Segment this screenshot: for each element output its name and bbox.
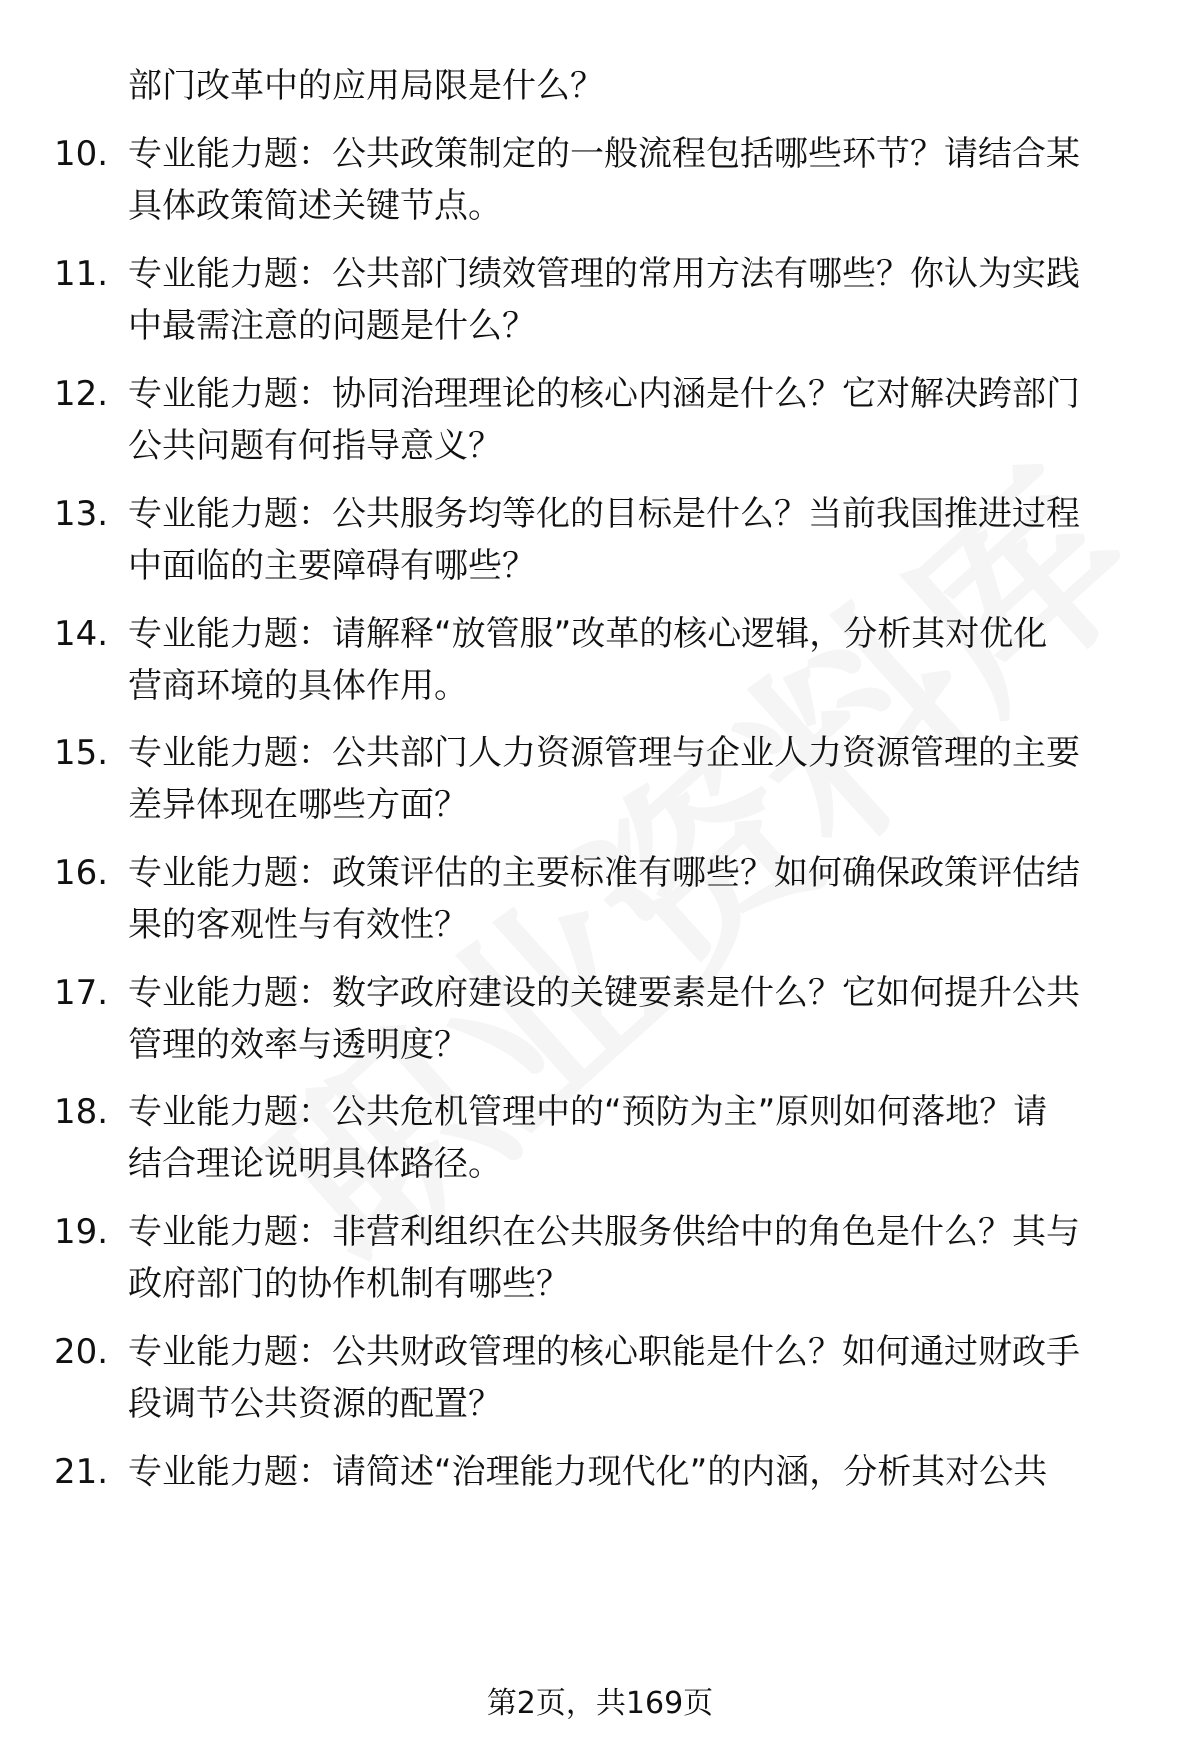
question-text-line: 营商环境的具体作用。 bbox=[128, 666, 468, 706]
question-text-line: 专业能力题：请简述“治理能力现代化”的内涵，分析其对公共 bbox=[128, 1452, 1048, 1492]
question-text-line: 具体政策简述关键节点。 bbox=[128, 186, 502, 226]
question-number: 12. bbox=[54, 374, 109, 414]
question-text-line: 果的客观性与有效性？ bbox=[128, 905, 468, 945]
question-text-line: 专业能力题：请解释“放管服”改革的核心逻辑，分析其对优化 bbox=[128, 614, 1048, 654]
list-item bbox=[0, 608, 1200, 716]
page-footer: 第2页，共169页 bbox=[486, 1686, 714, 1721]
question-number: 18. bbox=[54, 1092, 109, 1132]
question-text-line: 专业能力题：公共服务均等化的目标是什么？当前我国推进过程 bbox=[128, 494, 1080, 534]
list-item bbox=[0, 488, 1200, 596]
question-text-line: 政府部门的协作机制有哪些？ bbox=[128, 1264, 570, 1304]
question-text-line: 专业能力题：公共危机管理中的“预防为主”原则如何落地？请 bbox=[128, 1092, 1048, 1132]
question-text-line: 专业能力题：政策评估的主要标准有哪些？如何确保政策评估结 bbox=[128, 853, 1080, 893]
question-text-line: 公共问题有何指导意义？ bbox=[128, 426, 502, 466]
question-text-line: 专业能力题：公共财政管理的核心职能是什么？如何通过财政手 bbox=[128, 1332, 1080, 1372]
question-number: 15. bbox=[54, 733, 109, 773]
question-number: 20. bbox=[54, 1332, 109, 1372]
list-item bbox=[0, 1086, 1200, 1194]
continuation-line: 部门改革中的应用局限是什么？ bbox=[128, 66, 604, 106]
question-number: 14. bbox=[54, 614, 109, 654]
question-text-line: 专业能力题：协同治理理论的核心内涵是什么？它对解决跨部门 bbox=[128, 374, 1080, 414]
question-number: 17. bbox=[54, 973, 109, 1013]
question-number: 10. bbox=[54, 134, 109, 174]
list-item bbox=[0, 727, 1200, 835]
question-text-line: 专业能力题：公共部门绩效管理的常用方法有哪些？你认为实践 bbox=[128, 254, 1080, 294]
question-number: 19. bbox=[54, 1212, 109, 1252]
question-text-line: 差异体现在哪些方面？ bbox=[128, 785, 468, 825]
question-text-line: 专业能力题：公共政策制定的一般流程包括哪些环节？请结合某 bbox=[128, 134, 1080, 174]
question-text-line: 专业能力题：公共部门人力资源管理与企业人力资源管理的主要 bbox=[128, 733, 1080, 773]
list-item bbox=[0, 1206, 1200, 1314]
question-text-line: 段调节公共资源的配置？ bbox=[128, 1384, 502, 1424]
question-number: 21. bbox=[54, 1452, 109, 1492]
list-item bbox=[0, 967, 1200, 1075]
list-item bbox=[0, 368, 1200, 476]
question-text-line: 中最需注意的问题是什么？ bbox=[128, 306, 536, 346]
question-number: 16. bbox=[54, 853, 109, 893]
question-text-line: 专业能力题：非营利组织在公共服务供给中的角色是什么？其与 bbox=[128, 1212, 1080, 1252]
question-text-line: 结合理论说明具体路径。 bbox=[128, 1144, 502, 1184]
question-text-line: 管理的效率与透明度？ bbox=[128, 1025, 468, 1065]
list-item bbox=[0, 1446, 1200, 1554]
list-item bbox=[0, 847, 1200, 955]
question-number: 13. bbox=[54, 494, 109, 534]
list-item bbox=[0, 248, 1200, 356]
question-text-line: 中面临的主要障碍有哪些？ bbox=[128, 546, 536, 586]
question-number: 11. bbox=[54, 254, 109, 294]
list-item bbox=[0, 1326, 1200, 1434]
list-item bbox=[0, 128, 1200, 236]
question-text-line: 专业能力题：数字政府建设的关键要素是什么？它如何提升公共 bbox=[128, 973, 1080, 1013]
